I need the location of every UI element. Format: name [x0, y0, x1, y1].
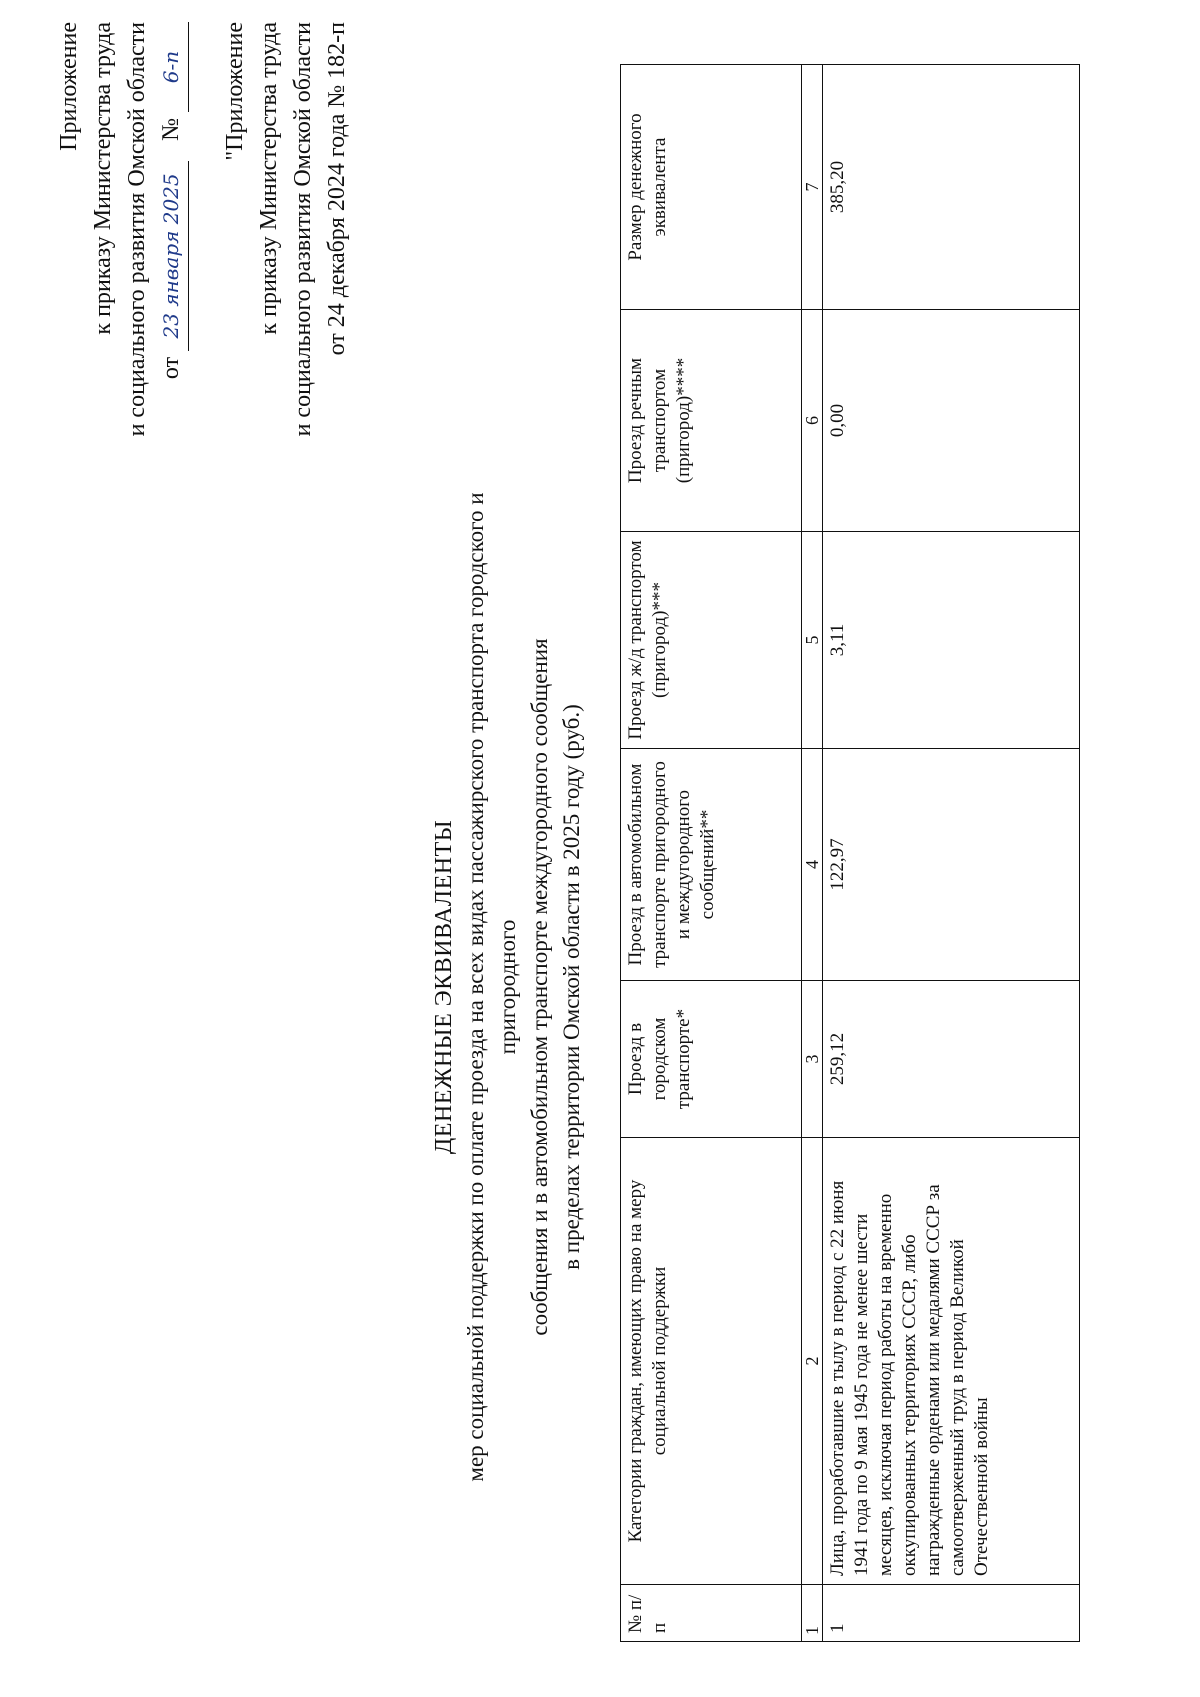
title-line-2: сообщения и в автомобильном транспорте междугородного сообщения: [527, 638, 552, 1336]
header-cell-category: Категории граждан, имеющих право на меру социальной поддержки: [621, 1138, 802, 1585]
quoted-appendix-line-1: к приказу Министерства труда: [256, 22, 282, 335]
header-cell-auto-transport: Проезд в автомобильном транспорте пригородного и междугородного сообщений**: [621, 749, 802, 981]
column-number: 5: [802, 532, 823, 749]
date-field: [154, 161, 189, 351]
appendix-line-1: к приказу Министерства труда: [90, 22, 116, 335]
document-title: [428, 437, 588, 1537]
date-prefix: от: [158, 356, 184, 380]
handwritten-number: 6-п: [159, 50, 183, 84]
column-number: 1: [802, 1585, 823, 1642]
appendix-line-2: и социального развития Омской области: [124, 22, 150, 437]
row-city-value: 259,12: [823, 981, 1080, 1138]
quoted-appendix-title: "Приложение: [222, 22, 248, 161]
row-number: 1: [823, 1585, 1080, 1642]
row-auto-value: 122,97: [823, 749, 1080, 981]
handwritten-date: 23 января 2025: [159, 173, 183, 339]
title-line-1: мер социальной поддержки по оплате проезда на всех видах пассажирского транспорта городского и пригородного: [463, 492, 520, 1482]
column-number: 7: [802, 65, 823, 310]
header-cell-number: № п/п: [621, 1585, 802, 1642]
appendix-date-line: [154, 22, 189, 502]
row-category: Лица, проработавшие в тылу в период с 22 июня 1941 года по 9 мая 1945 года не менее шести месяцев, исключая период работы на временно оккупированных территориях СССР, либо награжденные орденами или медалями СССР за самоотверженный труд в период Великой Отечественной войны: [823, 1138, 1080, 1585]
header-cell-river-transport: Проезд речным транспортом (пригород)****: [621, 310, 802, 532]
column-number: 2: [802, 1138, 823, 1585]
quoted-appendix-line-2: и социального развития Омской области: [290, 22, 316, 437]
quoted-appendix-line-3: от 24 декабря 2024 года № 182-п: [324, 22, 350, 356]
column-number: 3: [802, 981, 823, 1138]
row-rail-value: 3,11: [823, 532, 1080, 749]
column-number: 6: [802, 310, 823, 532]
title-line-3: в пределах территории Омской области в 2025 году (руб.): [559, 704, 584, 1270]
row-total-value: 385,20: [823, 65, 1080, 310]
header-cell-total: Размер денежного эквивалента: [621, 65, 802, 310]
appendix-block: [52, 22, 189, 502]
number-field: [154, 22, 189, 112]
column-number: 4: [802, 749, 823, 981]
header-cell-city-transport: Проезд в городском транспорте*: [621, 981, 802, 1138]
title-heading: ДЕНЕЖНЫЕ ЭКВИВАЛЕНТЫ: [431, 819, 457, 1155]
table-row: [823, 65, 1080, 1642]
header-cell-rail-transport: Проезд ж/д транспортом (пригород)***: [621, 532, 802, 749]
equivalents-table: [620, 64, 1080, 1642]
number-prefix: №: [158, 118, 184, 141]
quoted-appendix-block: [218, 22, 354, 502]
table-header-row: [621, 65, 802, 1642]
row-river-value: 0,00: [823, 310, 1080, 532]
appendix-title: Приложение: [56, 22, 82, 151]
column-number-row: [802, 65, 823, 1642]
